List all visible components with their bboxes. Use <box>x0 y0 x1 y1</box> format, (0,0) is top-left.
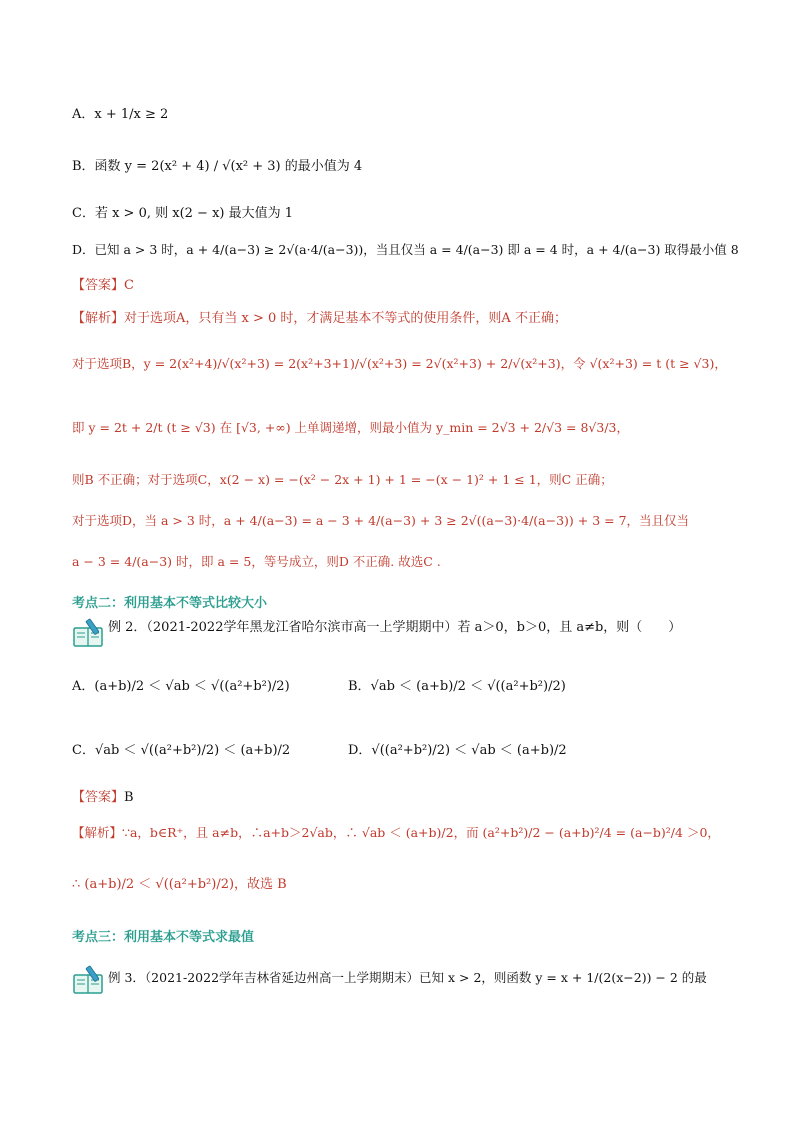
option-a <box>72 108 168 121</box>
analysis-2-label: 【解析】 <box>72 825 123 840</box>
answer-label: 【答案】 <box>72 278 125 293</box>
example-3-stem: 例 3．（2021-2022学年吉林省延边州高一上学期期末）已知 x > 2，则函数 y = x + 1/(2(x−2)) − 2 的最 <box>108 970 707 985</box>
answer-value: C <box>124 278 134 293</box>
example-2-option-a: A．(a+b)/2 ＜ √ab ＜ √((a²+b²)/2) <box>72 679 290 694</box>
answer-2-value: B <box>124 790 134 805</box>
option-c-text: C．若 x > 0, 则 x(2 − x) 最大值为 1 <box>72 206 294 221</box>
option-b <box>72 160 362 173</box>
option-d-text: D．已知 a > 3 时，a + 4/(a−3) ≥ 2√(a·4/(a−3))，当且仅当 a = 4/(a−3) 即 a = 4 时，a + 4/(a−3) 取得最小值 8 <box>72 242 739 257</box>
answer-2-label: 【答案】 <box>72 790 125 805</box>
option-b-text: B．函数 y = 2(x² + 4) / √(x² + 3) 的最小值为 4 <box>72 159 363 174</box>
analysis-1-line-2: 即 y = 2t + 2/t (t ≥ √3) 在 [√3, +∞) 上单调递增，则最小值为 y_min = 2√3 + 2/√3 = 8√3/3， <box>72 420 629 435</box>
example-2-option-c: C．√ab ＜ √((a²+b²)/2) ＜ (a+b)/2 <box>72 743 291 758</box>
book-pen-icon <box>72 965 104 995</box>
option-d <box>72 244 739 257</box>
analysis-2-line-0 <box>72 827 720 840</box>
analysis-1-line-5: a − 3 = 4/(a−3) 时，即 a = 5，等号成立，则D 不正确. 故选C . <box>72 554 441 569</box>
analysis-2-line-1: ∴ (a+b)/2 ＜ √((a²+b²)/2)，故选 B <box>72 877 287 892</box>
example-2-stem: 例 2．（2021-2022学年黑龙江省哈尔滨市高一上学期期中）若 a＞0，b＞0，且 a≠b，则（ ） <box>108 620 682 635</box>
analysis-1-line-0 <box>72 312 567 325</box>
book-pen-icon <box>72 618 104 648</box>
answer-1 <box>72 279 134 292</box>
analysis-2-text: ∵a，b∈R⁺，且 a≠b，∴a+b＞2√ab，∴ √ab ＜ (a+b)/2，而 (a²+b²)/2 − (a+b)²/4 = (a−b)²/4 ＞0， <box>122 825 720 840</box>
analysis-label: 【解析】 <box>72 311 125 326</box>
answer-2 <box>72 791 134 804</box>
analysis-1-line-4: 对于选项D，当 a > 3 时，a + 4/(a−3) = a − 3 + 4/(a−3) + 3 ≥ 2√((a−3)·4/(a−3)) + 3 = 7，当且仅当 <box>72 513 690 528</box>
section-2-title: 考点二：利用基本不等式比较大小 <box>72 596 268 611</box>
example-2-option-d: D．√((a²+b²)/2) ＜ √ab ＜ (a+b)/2 <box>348 743 567 758</box>
analysis-1-line-1: 对于选项B，y = 2(x²+4)/√(x²+3) = 2(x²+3+1)/√(x²+3) = 2√(x²+3) + 2/√(x²+3)，令 √(x²+3) = t (t ≥ √3)， <box>72 356 727 371</box>
example-2-option-b: B．√ab ＜ (a+b)/2 ＜ √((a²+b²)/2) <box>348 679 566 694</box>
analysis-text: 对于选项A，只有当 x > 0 时，才满足基本不等式的使用条件，则A 不正确； <box>124 311 567 326</box>
option-a-text: A．x + 1/x ≥ 2 <box>72 107 169 122</box>
option-c <box>72 207 293 220</box>
analysis-1-line-3: 则B 不正确；对于选项C，x(2 − x) = −(x² − 2x + 1) + 1 = −(x − 1)² + 1 ≤ 1，则C 正确； <box>72 472 613 487</box>
section-3-title: 考点三：利用基本不等式求最值 <box>72 930 255 945</box>
